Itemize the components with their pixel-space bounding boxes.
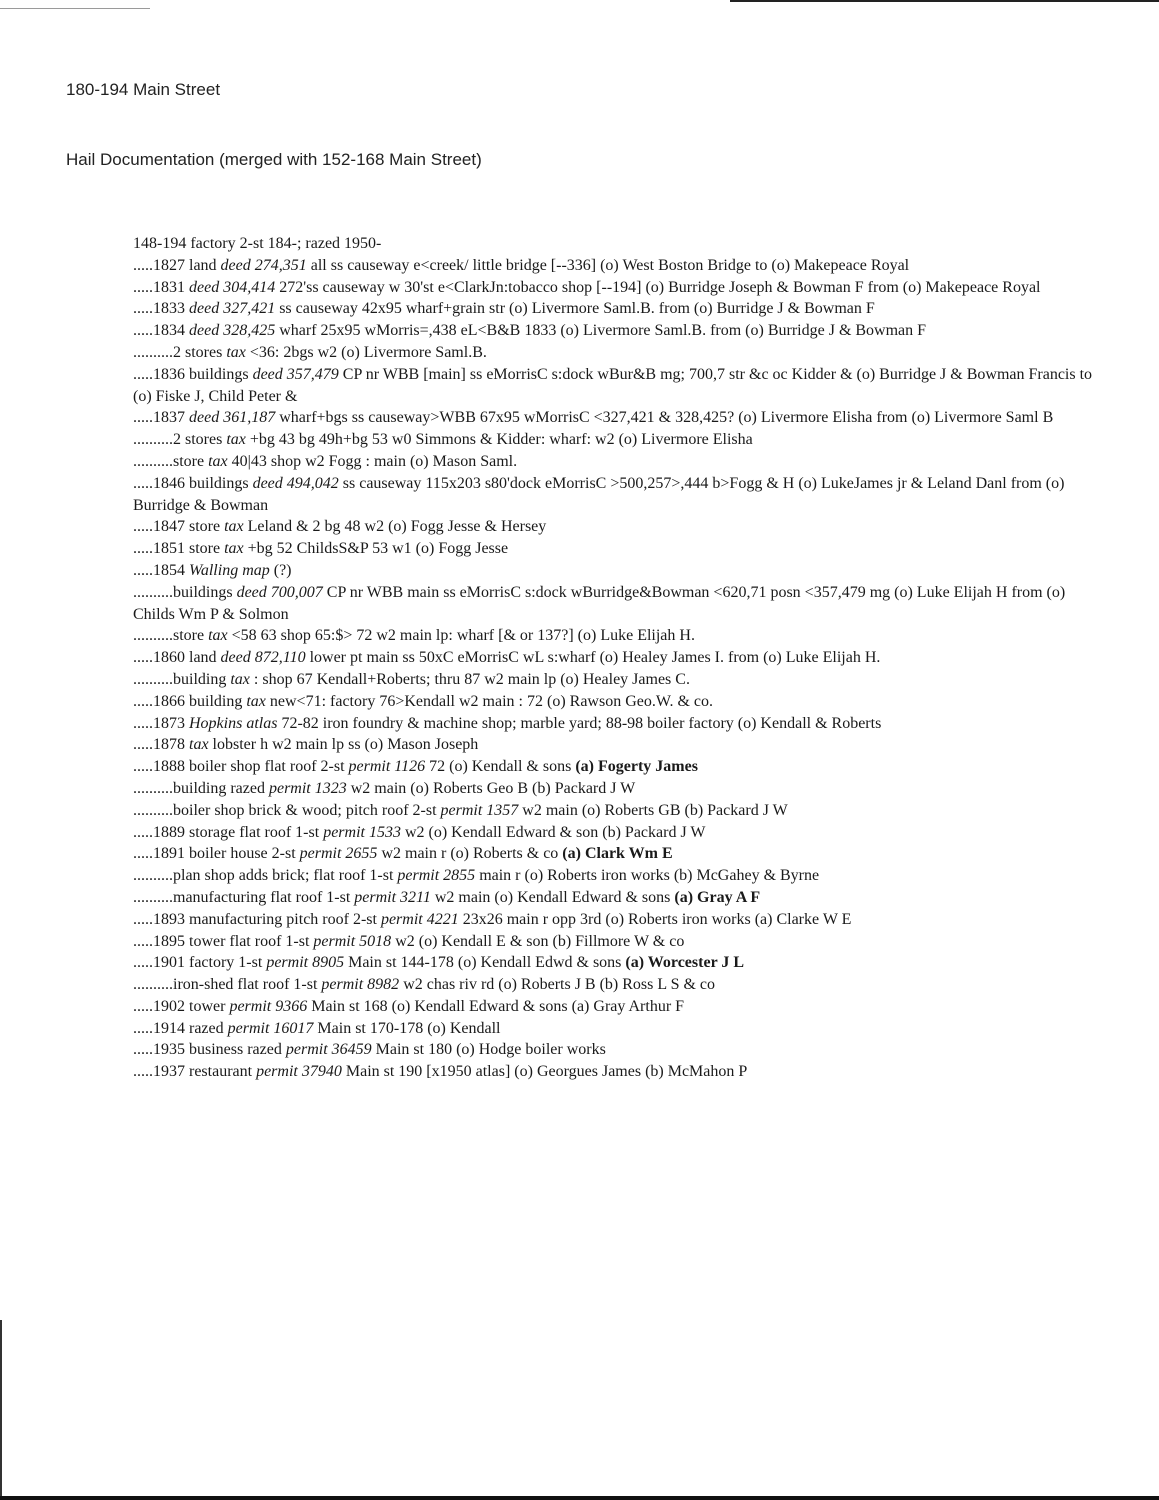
entry-text: +bg 43 bg 49h+bg 53 w0 Simmons & Kidder: wharf: w2 (o) Livermore Elisha xyxy=(245,431,753,449)
entry-line xyxy=(133,1018,1093,1040)
entry-line xyxy=(133,277,1093,299)
entry-text: ..........store xyxy=(133,627,209,645)
entry-line xyxy=(133,582,1093,626)
entry-source-ref: deed 304,414 xyxy=(189,278,276,296)
entry-line xyxy=(133,364,1093,408)
entry-source-ref: tax xyxy=(208,452,228,470)
entry-text: ..........building razed xyxy=(133,779,269,797)
entry-source-ref: deed 700,007 xyxy=(236,583,323,601)
entry-text: ss causeway 115x203 s80'dock eMorrisC >500,257>,444 b>Fogg & H (o) LukeJames jr & Leland Danl from (o) Burridge & Bowman xyxy=(133,474,1065,514)
entry-source-ref: tax xyxy=(226,431,246,449)
scan-artifact-line xyxy=(0,8,150,9)
entry-line xyxy=(133,255,1093,277)
entry-source-ref: permit 1126 xyxy=(348,758,426,776)
entry-source-ref: deed 361,187 xyxy=(189,409,276,427)
entry-line xyxy=(133,298,1093,320)
entry-source-ref: permit 16017 xyxy=(227,1019,314,1037)
entry-text: ..........iron-shed flat roof 1-st xyxy=(133,976,322,994)
entry-text: ..........2 stores xyxy=(133,431,227,449)
entry-text: ..........plan shop adds brick; flat roof 1-st xyxy=(133,867,398,885)
entry-source-ref: permit 1533 xyxy=(323,823,401,841)
entry-text: .....1937 restaurant xyxy=(133,1063,257,1081)
entry-text: w2 main (o) Kendall Edward & sons xyxy=(430,888,675,906)
entry-text: w2 (o) Kendall Edward & son (b) Packard J W xyxy=(400,823,706,841)
entry-source-ref: deed 327,421 xyxy=(189,300,276,318)
hail-entries-list xyxy=(133,233,1093,1083)
entry-text: .....1860 land xyxy=(133,649,221,667)
entry-text: .....1914 razed xyxy=(133,1019,228,1037)
entry-text: w2 main r (o) Roberts & co xyxy=(377,845,563,863)
entry-text: .....1851 store xyxy=(133,540,225,558)
entry-line xyxy=(133,1039,1093,1061)
entry-line xyxy=(133,974,1093,996)
entry-source-ref: deed 357,479 xyxy=(252,365,339,383)
entry-text: 23x26 main r opp 3rd (o) Roberts iron works (a) Clarke W E xyxy=(458,910,852,928)
scan-artifact-line xyxy=(730,0,1159,2)
entry-text: .....1846 buildings xyxy=(133,474,253,492)
entry-line xyxy=(133,756,1093,778)
entry-line xyxy=(133,516,1093,538)
entry-text: .....1878 xyxy=(133,736,189,754)
entry-line xyxy=(133,909,1093,931)
entry-text: .....1837 xyxy=(133,409,189,427)
entry-text: 272'ss causeway w 30'st e<ClarkJn:tobacco shop [--194] (o) Burridge Joseph & Bowman F from (o) Makepeace Royal xyxy=(275,278,1041,296)
entry-line xyxy=(133,647,1093,669)
entry-source-ref: permit 8982 xyxy=(321,976,400,994)
entry-text: .....1895 tower flat roof 1-st xyxy=(133,932,314,950)
entry-text: ..........manufacturing flat roof 1-st xyxy=(133,888,355,906)
entry-line xyxy=(133,233,1093,255)
entry-text: Main st 168 (o) Kendall Edward & sons (a) Gray Arthur F xyxy=(307,997,685,1015)
entry-source-ref: deed 274,351 xyxy=(220,256,307,274)
entry-architect: (a) Worcester J L xyxy=(625,954,745,972)
entry-text: new<71: factory 76>Kendall w2 main : 72 (o) Rawson Geo.W. & co. xyxy=(265,692,714,710)
entry-text: .....1854 xyxy=(133,561,189,579)
entry-line xyxy=(133,625,1093,647)
entry-text: ..........buildings xyxy=(133,583,237,601)
entry-line xyxy=(133,320,1093,342)
entry-line xyxy=(133,865,1093,887)
entry-architect: (a) Clark Wm E xyxy=(562,845,673,863)
entry-text: .....1831 xyxy=(133,278,189,296)
entry-source-ref: permit 1323 xyxy=(268,779,347,797)
entry-text: .....1847 store xyxy=(133,518,225,536)
entry-text: lower pt main ss 50xC eMorrisC wL s:wharf (o) Healey James I. from (o) Luke Elijah H. xyxy=(305,649,881,667)
entry-text: ..........building xyxy=(133,670,231,688)
entry-source-ref: permit 2655 xyxy=(299,845,378,863)
entry-text: 40|43 shop w2 Fogg : main (o) Mason Saml. xyxy=(227,452,518,470)
entry-architect: (a) Gray A F xyxy=(674,888,761,906)
entry-text: ss causeway 42x95 wharf+grain str (o) Livermore Saml.B. from (o) Burridge J & Bowman F xyxy=(275,300,875,318)
entry-text: CP nr WBB [main] ss eMorrisC s:dock wBur&B mg; 700,7 str &c oc Kidder & (o) Burridge J & Bowman Francis to (o) Fiske J, Child Peter & xyxy=(133,365,1093,405)
entry-text: ..........store xyxy=(133,452,209,470)
entry-line xyxy=(133,778,1093,800)
entry-source-ref: permit 37940 xyxy=(256,1063,342,1081)
scan-artifact-edge xyxy=(0,1320,2,1500)
entry-text: Main st 190 [x1950 atlas] (o) Georgues James (b) McMahon P xyxy=(341,1063,748,1081)
entry-line xyxy=(133,691,1093,713)
entry-text: w2 chas riv rd (o) Roberts J B (b) Ross L S & co xyxy=(399,976,716,994)
entry-text: .....1893 manufacturing pitch roof 2-st xyxy=(133,910,381,928)
entry-source-ref: tax xyxy=(224,540,244,558)
entry-architect: (a) Fogerty James xyxy=(575,758,698,776)
entry-line xyxy=(133,822,1093,844)
entry-source-ref: deed 494,042 xyxy=(252,474,339,492)
entry-text: +bg 52 ChildsS&P 53 w1 (o) Fogg Jesse xyxy=(243,540,509,558)
entry-line xyxy=(133,843,1093,865)
entry-text: all ss causeway e<creek/ little bridge [--336] (o) West Boston Bridge to (o) Makepeace Royal xyxy=(306,256,910,274)
entry-line xyxy=(133,996,1093,1018)
entry-text: : shop 67 Kendall+Roberts; thru 87 w2 main lp (o) Healey James C. xyxy=(249,670,690,688)
entry-source-ref: permit 3211 xyxy=(354,888,431,906)
document-subtitle: Hail Documentation (merged with 152-168 Main Street) xyxy=(66,150,482,169)
entry-line xyxy=(133,342,1093,364)
entry-text: wharf+bgs ss causeway>WBB 67x95 wMorrisC <327,421 & 328,425? (o) Livermore Elisha from (o) Livermore Saml B xyxy=(275,409,1054,427)
entry-source-ref: tax xyxy=(246,692,266,710)
entry-source-ref: permit 1357 xyxy=(440,801,519,819)
entry-line xyxy=(133,451,1093,473)
entry-text: ..........2 stores xyxy=(133,343,227,361)
entry-text: lobster h w2 main lp ss (o) Mason Joseph xyxy=(208,736,479,754)
entry-text: .....1889 storage flat roof 1-st xyxy=(133,823,324,841)
entry-text: 148-194 factory 2-st 184-; razed 1950- xyxy=(133,235,382,252)
entry-text: wharf 25x95 wMorris=,438 eL<B&B 1833 (o) Livermore Saml.B. from (o) Burridge J & Bowman F xyxy=(275,322,927,340)
entry-source-ref: permit 8905 xyxy=(266,954,345,972)
entry-text: <36: 2bgs w2 (o) Livermore Saml.B. xyxy=(245,343,487,361)
entry-line xyxy=(133,473,1093,517)
entry-line xyxy=(133,931,1093,953)
entry-source-ref: tax xyxy=(226,343,246,361)
entry-text: .....1888 boiler shop flat roof 2-st xyxy=(133,758,349,776)
entry-line xyxy=(133,407,1093,429)
entry-line xyxy=(133,734,1093,756)
entry-text: .....1836 buildings xyxy=(133,365,253,383)
entry-source-ref: tax xyxy=(189,736,209,754)
entry-text: Main st 144-178 (o) Kendall Edwd & sons xyxy=(344,954,626,972)
entry-line xyxy=(133,429,1093,451)
entry-source-ref: tax xyxy=(230,670,250,688)
entry-source-ref: deed 872,110 xyxy=(220,649,306,667)
entry-line xyxy=(133,800,1093,822)
entry-line xyxy=(133,538,1093,560)
entry-line xyxy=(133,887,1093,909)
entry-source-ref: permit 4221 xyxy=(380,910,459,928)
entry-text: .....1891 boiler house 2-st xyxy=(133,845,300,863)
entry-text: .....1902 tower xyxy=(133,997,230,1015)
entry-text: main r (o) Roberts iron works (b) McGahey & Byrne xyxy=(475,867,820,885)
entry-line xyxy=(133,669,1093,691)
scan-artifact-line xyxy=(0,1496,1159,1500)
entry-text: w2 main (o) Roberts GB (b) Packard J W xyxy=(518,801,788,819)
entry-text: .....1866 building xyxy=(133,692,247,710)
entry-text: (?) xyxy=(269,561,292,579)
entry-source-ref: permit 9366 xyxy=(229,997,308,1015)
entry-source-ref: permit 5018 xyxy=(313,932,392,950)
entry-line xyxy=(133,1061,1093,1083)
entry-text: .....1834 xyxy=(133,322,189,340)
entry-text: .....1873 xyxy=(133,714,189,732)
entry-source-ref: permit 36459 xyxy=(285,1041,372,1059)
document-title: 180-194 Main Street xyxy=(66,80,221,99)
entry-text: Main st 180 (o) Hodge boiler works xyxy=(371,1041,606,1059)
entry-text: Main st 170-178 (o) Kendall xyxy=(313,1019,501,1037)
entry-source-ref: permit 2855 xyxy=(397,867,476,885)
entry-text: .....1833 xyxy=(133,300,189,318)
entry-line xyxy=(133,560,1093,582)
entry-source-ref: deed 328,425 xyxy=(189,322,276,340)
entry-text: .....1827 land xyxy=(133,256,221,274)
entry-line xyxy=(133,952,1093,974)
entry-text: .....1901 factory 1-st xyxy=(133,954,267,972)
entry-source-ref: Hopkins atlas xyxy=(189,714,278,732)
entry-source-ref: tax xyxy=(208,627,228,645)
entry-text: .....1935 business razed xyxy=(133,1041,286,1059)
entry-source-ref: tax xyxy=(224,518,244,536)
entry-text: ..........boiler shop brick & wood; pitch roof 2-st xyxy=(133,801,441,819)
entry-text: Leland & 2 bg 48 w2 (o) Fogg Jesse & Hersey xyxy=(243,518,547,536)
entry-source-ref: Walling map xyxy=(189,561,270,579)
entry-text: 72 (o) Kendall & sons xyxy=(425,758,576,776)
entry-line xyxy=(133,713,1093,735)
entry-text: <58 63 shop 65:$> 72 w2 main lp: wharf [& or 137?] (o) Luke Elijah H. xyxy=(227,627,695,645)
entry-text: w2 main (o) Roberts Geo B (b) Packard J W xyxy=(346,779,636,797)
entry-text: w2 (o) Kendall E & son (b) Fillmore W & co xyxy=(391,932,685,950)
entry-text: CP nr WBB main ss eMorrisC s:dock wBurridge&Bowman <620,71 posn <357,479 mg (o) Luke Elijah H from (o) Childs Wm P & Solmon xyxy=(133,583,1066,623)
entry-text: 72-82 iron foundry & machine shop; marble yard; 88-98 boiler factory (o) Kendall & Roberts xyxy=(277,714,882,732)
